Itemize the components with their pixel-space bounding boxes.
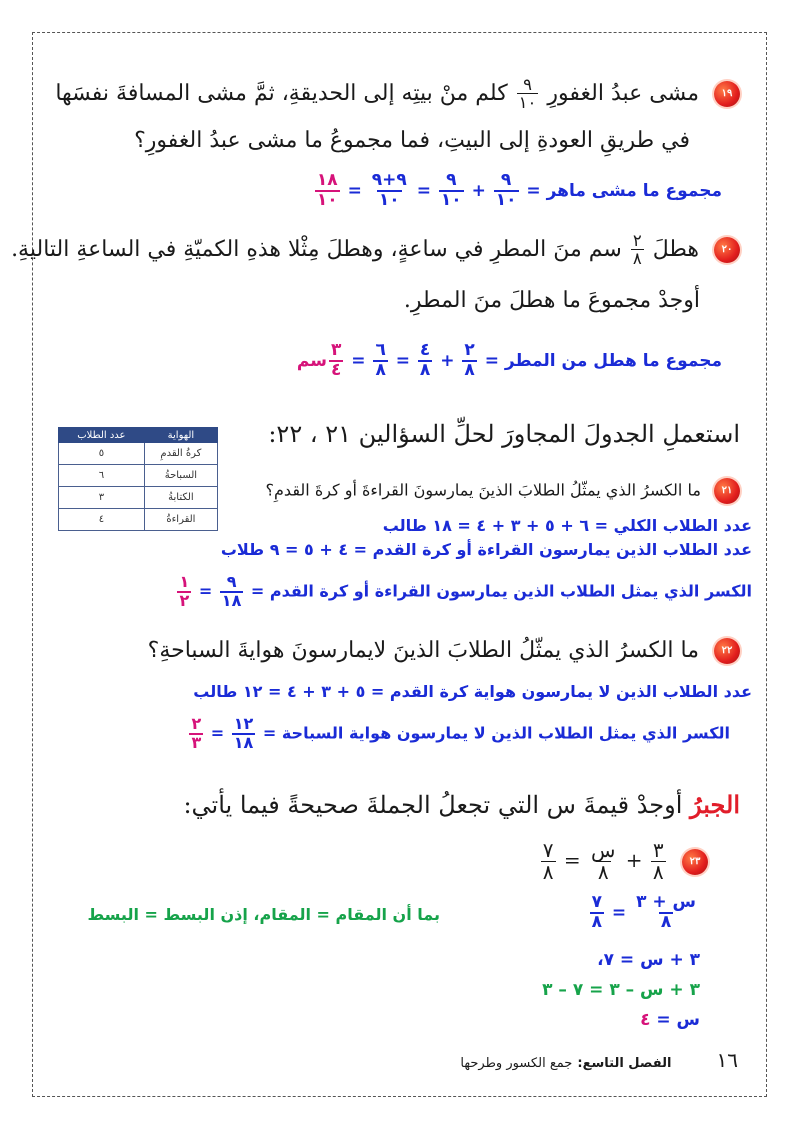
q22-question: ٢٢ ما الكسرُ الذي يمثّلُ الطلابَ الذينَ لايمارسونَ هوايةَ السباحةِ؟ bbox=[148, 638, 740, 664]
hobby-col-header: الهواية bbox=[144, 428, 217, 443]
q19-text-b: كلم منْ بيتِه إلى الحديقةِ، ثمَّ مشى المسافةَ نفسَها bbox=[55, 80, 508, 106]
q22-frac-1: $\frac{١٢}{١٨}$ bbox=[233, 714, 254, 752]
q23-reason: بما أن المقام = المقام، إذن البسط = البسط bbox=[87, 905, 440, 924]
q20-line1: ٢٠ هطلَ $\frac{٢}{٨}$ سم منَ المطرِ في ساعةٍ، وهطلَ مِثْلا هذهِ الكميّةِ في الساعةِ التاليةِ. bbox=[11, 232, 740, 268]
q19-line2: في طريقِ العودةِ إلى البيتِ، فما مجموعُ ما مشى عبدُ الغفورِ؟ bbox=[134, 128, 690, 153]
q23-step-3: ٣ + س – ٣ = ٧ – ٣ bbox=[542, 980, 700, 1000]
q19-text-a: مشى عبدُ الغفورِ bbox=[547, 80, 699, 106]
q20-answer-frac-3: $\frac{٦}{٨}$ bbox=[375, 340, 386, 380]
q22-answer-2: الكسر الذي يمثل الطلاب الذين لا يمارسون هواية السباحة = $\frac{١٢}{١٨}$ = $\frac{٢}{٣}$ bbox=[191, 714, 730, 752]
q23-step-1: $\frac{\text{س + ٣}}{٨}$ = $\frac{٧}{٨}$ bbox=[591, 892, 696, 932]
q21-answer-3: الكسر الذي يمثل الطلاب الذين يمارسون القراءة أو كرة القدم = $\frac{٩}{١٨}$ = $\frac{١}{٢}$ bbox=[179, 572, 752, 610]
q23-frac-2: $\frac{\text{س}}{٨}$ bbox=[590, 838, 616, 884]
q23-step1-frac-2: $\frac{٧}{٨}$ bbox=[591, 892, 602, 932]
q21-frac-1: $\frac{٩}{١٨}$ bbox=[221, 572, 242, 610]
q19-number-badge: ١٩ bbox=[714, 81, 740, 107]
q20-number-badge: ٢٠ bbox=[714, 237, 740, 263]
count-col-header: عدد الطلاب bbox=[59, 428, 145, 443]
q19-answer-result: $\frac{١٨}{١٠}$ bbox=[316, 170, 338, 210]
q23-step-4: س = ٤ bbox=[640, 1010, 700, 1030]
q19-answer: مجموع ما مشى ماهر = $\frac{٩}{١٠}$ + $\frac{٩}{١٠}$ = $\frac{٩+٩}{١٠}$ = $\frac{١٨}{١٠}$ bbox=[316, 170, 722, 210]
page-number: ١٦ bbox=[716, 1048, 738, 1072]
q20-unit: سم bbox=[296, 350, 327, 371]
q23-number-badge: ٢٣ bbox=[682, 849, 708, 875]
hobby-table bbox=[58, 427, 218, 531]
algebra-text: أوجدْ قيمةَ س التي تجعلُ الجملةَ صحيحةً فيما يأتي: bbox=[183, 791, 683, 819]
table-row: السباحةُ ٦ bbox=[59, 465, 218, 487]
q20-answer-frac-2: $\frac{٤}{٨}$ bbox=[419, 340, 431, 380]
q20-fraction: $\frac{٢}{٨}$ bbox=[632, 231, 642, 269]
q23-frac-1: $\frac{٣}{٨}$ bbox=[652, 838, 664, 884]
q20-answer: مجموع ما هطل من المطر = $\frac{٢}{٨}$ + $\frac{٤}{٨}$ = $\frac{٦}{٨}$ = $\frac{٣}{٤}$ سم bbox=[296, 340, 722, 380]
q21-result: $\frac{١}{٢}$ bbox=[179, 572, 190, 610]
table-row: القراءةُ ٤ bbox=[59, 509, 218, 531]
q19-answer-frac-3: $\frac{٩+٩}{١٠}$ bbox=[371, 170, 407, 210]
q21-answer-1: عدد الطلاب الكلي = ٦ + ٥ + ٣ + ٤ = ١٨ طالب bbox=[382, 516, 752, 535]
algebra-heading bbox=[183, 790, 740, 819]
q22-result: $\frac{٢}{٣}$ bbox=[191, 714, 202, 752]
q20-line2: أوجدْ مجموعَ ما هطلَ منَ المطرِ. bbox=[403, 288, 700, 313]
table-row: الكتابةُ ٣ bbox=[59, 487, 218, 509]
q21-number-badge: ٢١ bbox=[714, 478, 740, 504]
q23-step-2: ٣ + س = ٧، bbox=[597, 950, 700, 970]
q21-question: ٢١ ما الكسرُ الذي يمثّلُ الطلابَ الذينَ يمارسونَ القراءةَ أو كرةَ القدمِ؟ bbox=[266, 478, 740, 504]
q20-answer-frac-1: $\frac{٢}{٨}$ bbox=[464, 340, 475, 380]
q19-fraction: $\frac{٩}{١٠}$ bbox=[518, 75, 537, 113]
q20-answer-result: $\frac{٣}{٤}$ bbox=[330, 340, 342, 380]
q19-line1 bbox=[55, 76, 740, 112]
q21-answer-2: عدد الطلاب الذين يمارسون القراءة أو كرة القدم = ٤ + ٥ = ٩ طلاب bbox=[220, 540, 752, 559]
table-row: كرةُ القدمِ ٥ bbox=[59, 443, 218, 465]
q23-frac-3: $\frac{٧}{٨}$ bbox=[542, 838, 554, 884]
q22-answer-1: عدد الطلاب الذين لا يمارسون هواية كرة القدم = ٥ + ٣ + ٤ = ١٢ طالب bbox=[193, 682, 752, 701]
table-intro: استعملِ الجدولَ المجاورَ لحلِّ السؤالين ٢١ ، ٢٢: bbox=[268, 420, 740, 448]
algebra-label: الجبرُ bbox=[690, 790, 740, 819]
q19-answer-frac-1: $\frac{٩}{١٠}$ bbox=[495, 170, 517, 210]
q22-number-badge: ٢٢ bbox=[714, 638, 740, 664]
chapter-label: الفصل التاسع: bbox=[577, 1056, 672, 1071]
q19-answer-frac-2: $\frac{٩}{١٠}$ bbox=[440, 170, 462, 210]
q23-equation: ٢٣ $\frac{٣}{٨}$ + $\frac{\text{س}}{٨}$ = $\frac{٧}{٨}$ bbox=[539, 840, 708, 883]
chapter-title: جمع الكسور وطرحها bbox=[460, 1056, 573, 1071]
page-footer bbox=[460, 1048, 738, 1072]
q23-result: ٤ bbox=[640, 1010, 651, 1030]
q23-step1-frac-1: $\frac{\text{س + ٣}}{٨}$ bbox=[636, 892, 696, 932]
